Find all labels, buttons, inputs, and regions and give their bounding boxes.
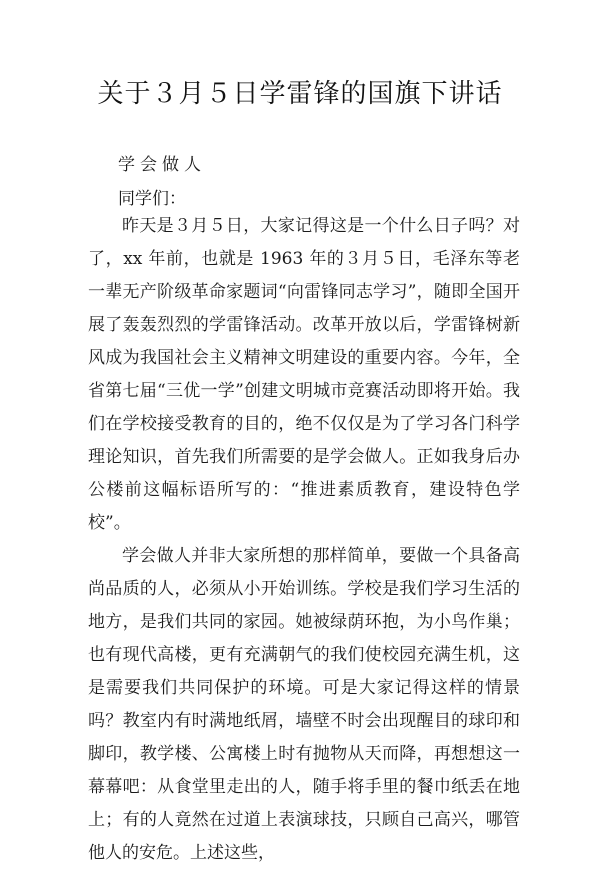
speech-subtitle: 学会做人 — [118, 155, 206, 175]
paragraph: 学会做人并非大家所想的那样简单，要做一个具备高尚品质的人，必须从小开始训练。学校是我们学习生活的地方，是我们共同的家园。她被绿荫环抱，为小鸟作巢；也有现代高楼，更有充满朝气的我们使校园充满生机，这是需要我们共同保护的环境。可是大家记得这样的情景吗？教室内有时满地纸屑，墙壁不时会出现醒目的球印和脚印，教学楼、公寓楼上时有抛物从天而降，再想想这一幕幕吧：从食堂里走出的人，随手将手里的餐巾纸丢在地上；有的人竟然在过道上表演球技，只顾自己高兴，哪管他人的安危。上述这些， — [88, 546, 520, 863]
document-title: 关于３月５日学雷锋的国旗下讲话 — [97, 79, 503, 109]
paragraph: 昨天是３月５日，大家记得这是一个什么日子吗？对了，xx 年前，也就是 1963 年的３月５日，毛泽东等老一辈无产阶级革命家题词“向雷锋同志学习”，随即全国开展了轰轰烈烈的学雷锋活动。改革开放以后，学雷锋树新风成为我国社会主义精神文明建设的重要内容。今年，全省第七届“三优一学”创建文明城市竞赛活动即将开始。我们在学校接受教育的目的，绝不仅仅是为了学习各门科学理论知识，首先我们所需要的是学会做人。正如我身后办公楼前这幅标语所写的：“推进素质教育，建设特色学校”。 — [88, 216, 520, 533]
greeting: 同学们： — [118, 189, 186, 209]
document-body — [88, 210, 520, 870]
